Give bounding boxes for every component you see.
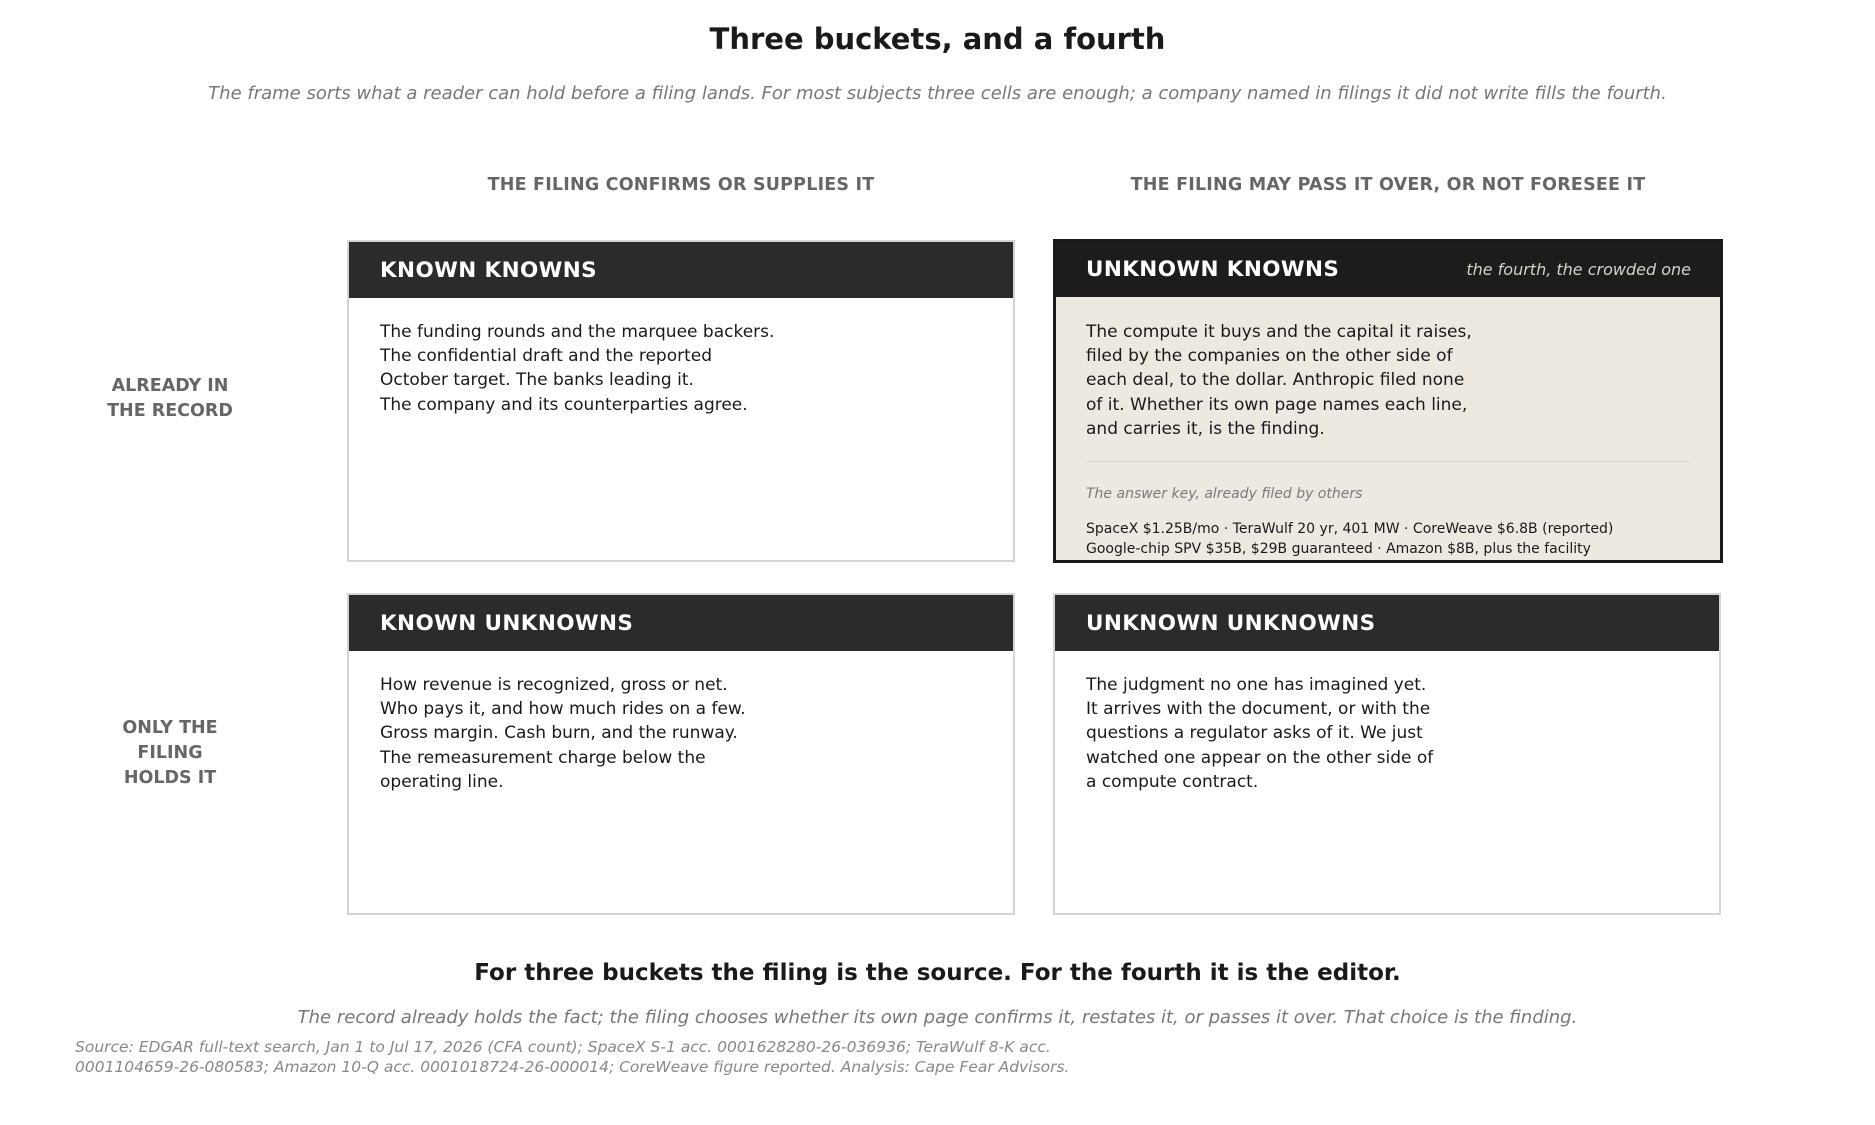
cell-body-line: questions a regulator asks of it. We just	[1086, 723, 1423, 744]
answer-key-line: Google-chip SPV $35B, $29B guaranteed · Amazon $8B, plus the facility	[1086, 540, 1591, 557]
answer-key	[1086, 520, 1690, 559]
footer-headline: For three buckets the filing is the source. For the fourth it is the editor.	[474, 960, 1401, 986]
cell-body-line: operating line.	[380, 771, 504, 792]
cell-header	[349, 595, 1013, 651]
row-header-filing-holds	[60, 716, 280, 791]
cell-body-line: of it. Whether its own page names each line,	[1086, 394, 1468, 415]
cell-body-line: a compute contract.	[1086, 771, 1259, 792]
cell-body-line: Who pays it, and how much rides on a few.	[380, 699, 746, 720]
cell-body-line: October target. The banks leading it.	[380, 370, 694, 391]
source-note	[75, 1038, 1069, 1077]
cell-known-knowns	[347, 240, 1015, 562]
source-line: Source: EDGAR full-text search, Jan 1 to Jul 17, 2026 (CFA count); SpaceX S-1 acc. 0001628280-26-036936; TeraWulf 8-K acc.	[75, 1038, 1051, 1056]
cell-body-line: The funding rounds and the marquee backers.	[380, 322, 775, 342]
cell-header	[1055, 595, 1719, 651]
cell-body-line: and carries it, is the finding.	[1086, 418, 1325, 439]
answer-key-label: The answer key, already filed by others	[1086, 486, 1363, 503]
cell-title: UNKNOWN UNKNOWNS	[1086, 610, 1376, 636]
cell-body-line: The remeasurement charge below the	[380, 747, 706, 768]
cell-body	[349, 298, 1013, 417]
cell-body-line: It arrives with the document, or with the	[1086, 699, 1431, 720]
row-header-line: THE RECORD	[107, 401, 233, 421]
cell-unknown-unknowns	[1053, 593, 1721, 915]
cell-title: KNOWN KNOWNS	[380, 257, 598, 283]
answer-key-line: SpaceX $1.25B/mo · TeraWulf 20 yr, 401 MW · CoreWeave $6.8B (reported)	[1086, 521, 1614, 538]
cell-body-line: The compute it buys and the capital it raises,	[1086, 322, 1472, 342]
divider	[1086, 461, 1690, 462]
row-header-line: ALREADY IN	[111, 376, 229, 396]
cell-known-unknowns	[347, 593, 1015, 915]
cell-body-line: The judgment no one has imagined yet.	[1086, 675, 1427, 695]
cell-tag: the fourth, the crowded one	[1466, 260, 1691, 279]
cell-body-line: each deal, to the dollar. Anthropic filed none	[1086, 370, 1465, 391]
column-header-confirms: THE FILING CONFIRMS OR SUPPLIES IT	[487, 175, 875, 195]
row-header-line: HOLDS IT	[123, 768, 217, 788]
row-header-line: FILING	[137, 743, 203, 763]
row-header-line: ONLY THE	[122, 718, 218, 738]
cell-body	[349, 651, 1013, 794]
cell-unknown-knowns	[1053, 239, 1723, 563]
cell-title: KNOWN UNKNOWNS	[380, 610, 634, 636]
source-line: 0001104659-26-080583; Amazon 10-Q acc. 0001018724-26-000014; CoreWeave figure reported. Analysis: Cape Fear Advisors.	[75, 1057, 1070, 1076]
cell-header	[1056, 242, 1720, 297]
cell-body-line: Gross margin. Cash burn, and the runway.	[380, 723, 738, 744]
cell-body-line: watched one appear on the other side of	[1086, 747, 1434, 768]
cell-body-line: filed by the companies on the other side of	[1086, 346, 1453, 367]
cell-body	[1055, 651, 1719, 794]
cell-body-line: The company and its counterparties agree.	[380, 394, 748, 415]
page-subtitle: The frame sorts what a reader can hold before a filing lands. For most subjects three cells are enough; a company named in filings it did not write fills the fourth.	[208, 83, 1667, 104]
cell-header	[349, 242, 1013, 298]
cell-title: UNKNOWN KNOWNS	[1086, 257, 1340, 282]
cell-body-line: The confidential draft and the reported	[380, 346, 713, 367]
page-title: Three buckets, and a fourth	[709, 22, 1166, 56]
row-header-in-record	[60, 374, 280, 424]
cell-body	[1056, 297, 1720, 559]
cell-body-line: How revenue is recognized, gross or net.	[380, 675, 728, 695]
footer-subtext: The record already holds the fact; the filing chooses whether its own page confirms it, restates it, or passes it over. That choice is the finding.	[297, 1007, 1578, 1028]
column-header-passes-over: THE FILING MAY PASS IT OVER, OR NOT FORESEE IT	[1130, 175, 1646, 195]
